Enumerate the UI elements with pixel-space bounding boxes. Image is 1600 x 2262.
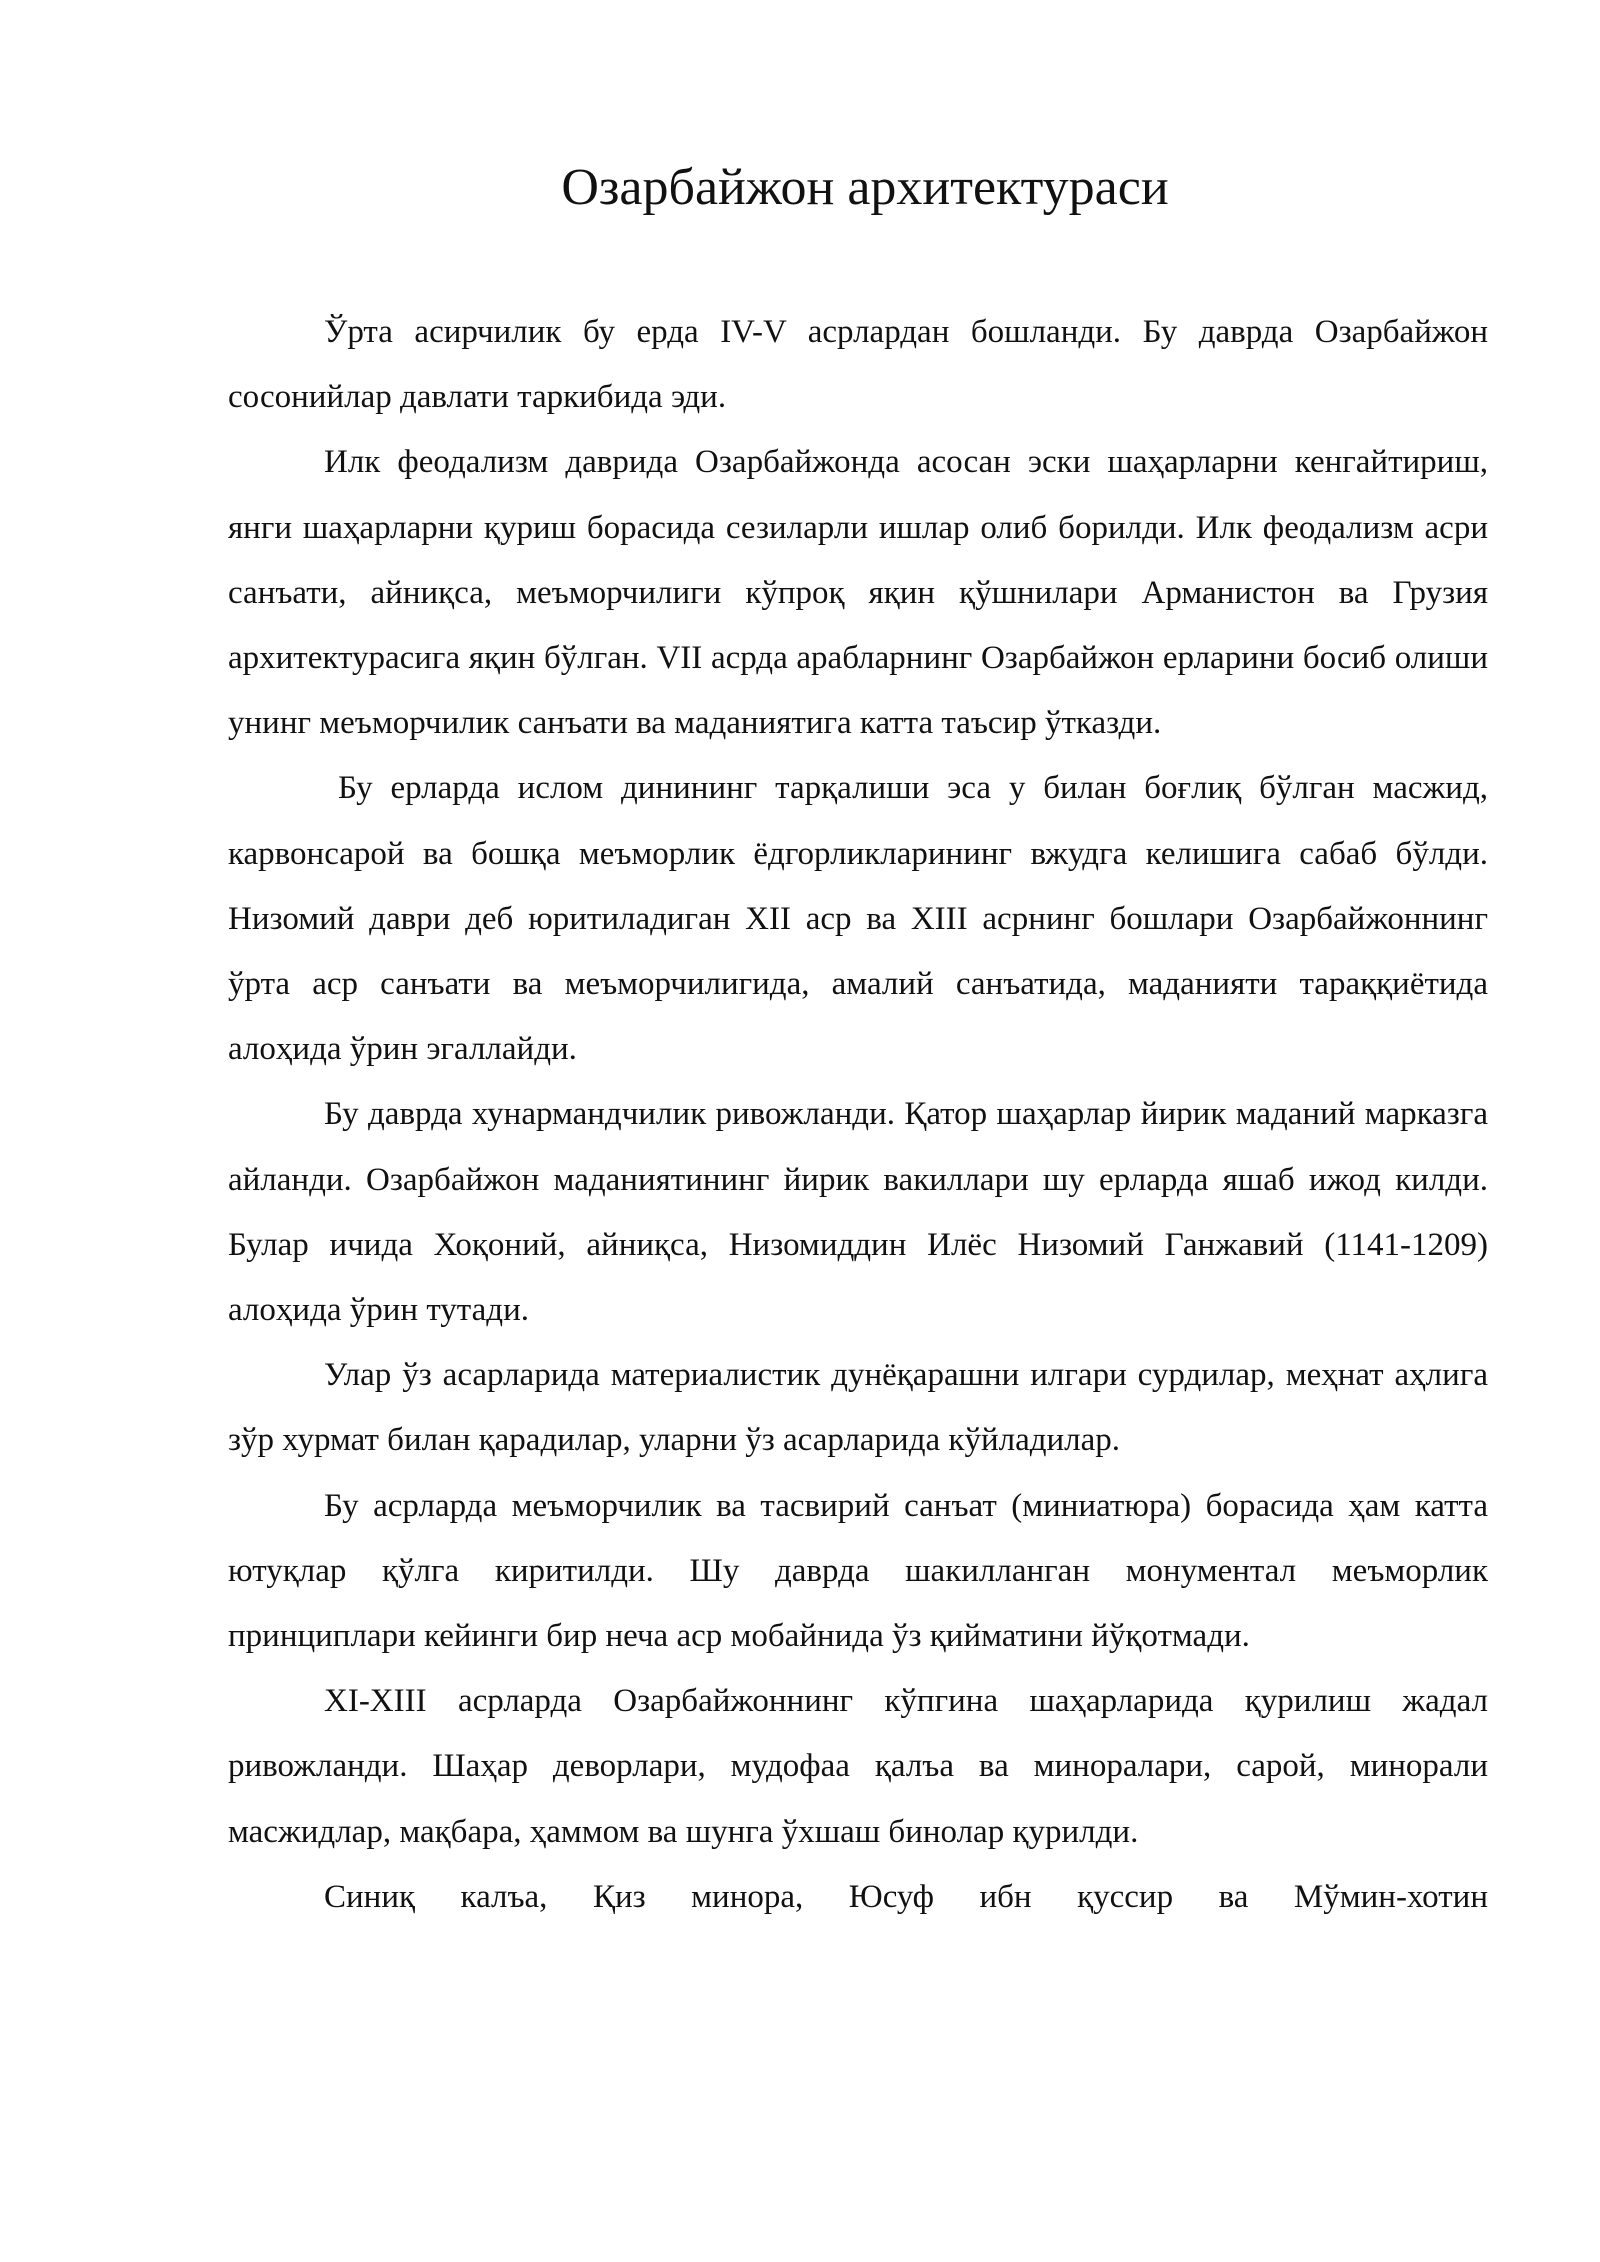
paragraph-3: Бу ерларда ислом динининг тарқалиши эса у билан боғлиқ бўлган масжид, карвонсарой ва бошқа меъморлик ёдгорликларининг вжудга келишига сабаб бўлди. Низомий даври деб юритиладиган XII аср ва XIII асрнинг бошлари Озарбайжоннинг ўрта аср санъати ва меъморчилигида, амалий санъатида, маданияти тараққиётида алоҳида ўрин эгаллайди. [228,770,1488,1068]
paragraph-7: XI-XIII асрларда Озарбайжоннинг кўпгина шаҳарларида қурилиш жадал ривожланди. Шаҳар деворлари, мудофаа қалъа ва миноралари, сарой, минорали масжидлар, мақбара, ҳаммом ва шунга ўхшаш бинолар қурилди. [228,1683,1488,1850]
paragraph-4: Бу даврда хунармандчилик ривожланди. Қатор шаҳарлар йирик маданий марказга айланди. Озарбайжон маданиятининг йирик вакиллари шу ерларда яшаб ижод килди. Булар ичида Хоқоний, айниқса, Низомиддин Илёс Низомий Ганжавий (1141-1209) алоҳида ўрин тутади. [228,1096,1488,1329]
document-body [228,300,1488,1930]
paragraph-1: Ўрта асирчилик бу ерда IV-V асрлардан бошланди. Бу даврда Озарбайжон сосонийлар давлати таркибида эди. [228,314,1488,416]
paragraph-6: Бу асрларда меъморчилик ва тасвирий санъат (миниатюра) борасида ҳам катта ютуқлар қўлга киритилди. Шу даврда шакилланган монументал меъморлик принциплари кейинги бир неча аср мобайнида ўз қийматини йўқотмади. [228,1487,1488,1655]
paragraph-2: Илк феодализм даврида Озарбайжонда асосан эски шаҳарларни кенгайтириш, янги шаҳарларни қуриш борасида сезиларли ишлар олиб борилди. Илк феодализм асри санъати, айниқса, меъморчилиги кўпроқ яқин қўшнилари Арманистон ва Грузия архитектурасига яқин бўлган. VII асрда арабларнинг Озарбайжон ерларини босиб олиши унинг меъморчилик санъати ва маданиятига катта таъсир ўтказди. [228,444,1488,742]
page-title: Озарбайжон архитектураси [561,159,1169,216]
paragraph-5: Улар ўз асарларида материалистик дунёқарашни илгари сурдилар, меҳнат аҳлига зўр хурмат билан қарадилар, уларни ўз асарларида кўйладилар. [228,1357,1488,1459]
paragraph-8: Синиқ калъа, Қиз минора, Юсуф ибн қуссир ва Мўмин-хотин [324,1878,1488,1915]
